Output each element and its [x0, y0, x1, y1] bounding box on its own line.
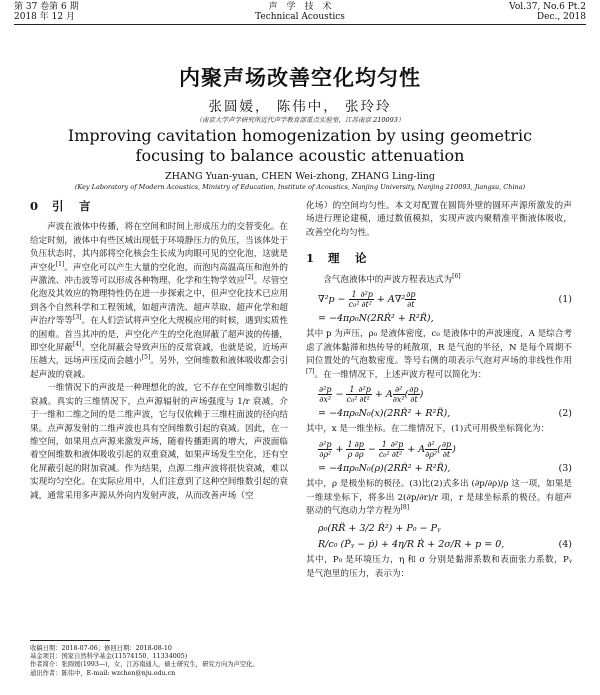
- section-heading-theory: [306, 252, 572, 265]
- equation-1-rhs: = −4πρ₀N(2RṘ² + R²R̈),: [318, 313, 434, 325]
- running-header: [14, 2, 586, 24]
- title-english: [30, 126, 570, 166]
- equation-3-rhs: = −4πρ₀N₀(ρ)(2RṘ² + R²R̈), (3): [318, 462, 572, 474]
- header-date-cn: 2018 年 12 月: [14, 12, 75, 22]
- authors-chinese: 张圆媛， 陈伟中， 张玲玲: [208, 99, 392, 115]
- footnote-received: 收稿日期：2018-07-06；修回日期：2018-08-10: [30, 645, 172, 652]
- authors-english: ZHANG Yuan-yuan, CHEN Wei-zhong, ZHANG Ling-ling: [165, 171, 435, 182]
- left-column: [30, 200, 288, 503]
- header-journal-cn: 声 学 技 术: [268, 2, 332, 12]
- section-title: 引 言: [52, 199, 93, 213]
- equation-1-body: ∇²p − $\frac{1}{\text{c₀²}}$ $\frac{\text{∂²p}}{\text{∂t²}}$ + A∇² $\frac{\partial p}{\partial t}$: [318, 290, 416, 310]
- theory-paragraph-3: 其中，x 是一维坐标。在二维情况下，(1)式可用极坐标简化为：: [306, 424, 550, 435]
- header-journal-en: Technical Acoustics: [255, 12, 345, 22]
- equation-2: [306, 385, 572, 404]
- header-center: [14, 2, 586, 22]
- citation[interactable]: [7]: [306, 367, 315, 375]
- equation-4-line2: R/c₀ (Ṗᵧ − ṗ) + 4η/R Ṙ + 2σ/R + p = 0,: [318, 538, 505, 550]
- title-chinese: 内聚声场改善空化均匀性: [179, 65, 421, 90]
- equation-3-body: $\frac{\text{∂²p}}{\text{∂ρ²}}$ + $\frac{1}{\rho}$ $\frac{\partial p}{\partial\rho}$ − $\frac{1}{\text{c₀²}}$ $\frac{\text{∂²p}}{\text{∂t²}}$ + A $\frac{\text{∂²}}{\text{∂ρ²}}$ ( $\frac{\partial p}{\partial t}$ ): [319, 439, 456, 459]
- equation-4-number: (4): [558, 538, 572, 550]
- equation-4b: [306, 538, 572, 551]
- equation-4-line1: ρ₀(RR̈ + 3/2 Ṙ²) + P₀ − Pᵧ: [318, 522, 441, 534]
- section-heading-intro: [30, 200, 288, 213]
- equation-3: [306, 440, 572, 459]
- equation-2-body: $\frac{\text{∂²p}}{\text{∂x²}}$ − $\frac{1}{\text{c₀²}}$ $\frac{\text{∂²p}}{\text{∂t²}}$ + A $\frac{\text{∂²}}{\text{∂x²}}$ ( $\frac{\partial p}{\partial t}$ ): [319, 385, 424, 405]
- theory-paragraph-2: 其中 p 为声压，ρ₀ 是液体密度，c₀ 是液体中的声波速度，A 是综合考虑了液体黏滞和热传导的耗散项，R 是气泡的半径，N 是每个周期不同位置处的气泡数密度。等号右侧的项表示气泡对声场的非线性作用[7]。在一维情况下，上述声波方程可以简化为：: [306, 329, 572, 380]
- citation[interactable]: [2]: [245, 274, 254, 282]
- intro-paragraph-1: 声波在液体中传播，将在空间和时间上形成压力的交替变化。在给定时刻，液体中有些区域出现低于环境静压力的负压，当该体处于负压状态时，其内部将空化核会生长成为肉眼可见的空化泡，这就是声空化[1]。声空化可以产生大量的空化泡，而泡内高温高压和泡外的声激流、冲击波等可以形成各种物理、化学和生物学效应[2]。尽管空化泡及其效应的物理特性仍在进一步探索之中，但声空化技术已应用到各个自然科学和工程领域，如超声清洗、超声萃取、超声化学和超声治疗等等[3]。在人们尝试将声空化大规模应用的时候，遇到实质性的困难。首当其冲的是，声空化产生的空化泡屏蔽了超声波的传播，即空化屏蔽[4]。空化屏蔽会导致声压的反常衰减，也就是说，近场声压越大，远场声压反而会越小[5]。另外，空间维数和液体吸收都会引起声波的衰减。: [30, 222, 288, 380]
- section-number: 1: [306, 251, 317, 266]
- citation[interactable]: [5]: [141, 354, 151, 362]
- right-column: [306, 200, 572, 581]
- affiliation-chinese: （南京大学声学研究所近代声学教育部重点实验室，江苏南京 210093）: [195, 116, 405, 124]
- right-paragraph-0: 化场）的空间均匀性。本文对配置在圆筒外壁的圆环声源所激发的声场进行理论建模，通过数值模拟，实现声波内聚精准平衡液体吸收，改善空化均匀性。: [306, 201, 572, 238]
- equation-1: [306, 290, 572, 309]
- header-date-en: Dec., 2018: [536, 12, 586, 22]
- equation-1-number: (1): [558, 293, 572, 305]
- title-english-line1: Improving cavitation homogenization by using geometric: [67, 126, 533, 145]
- footnote-rule: [30, 640, 110, 641]
- citation[interactable]: [8]: [400, 504, 410, 512]
- section-title: 理 论: [328, 251, 369, 266]
- equation-2-number: (2): [558, 408, 572, 420]
- affiliation-english: (Key Laboratory of Modern Acoustics, Ministry of Education, Institute of Acoustics, Nanjing University, Nanjing 210093, Jiangsu, China): [74, 183, 526, 191]
- citation[interactable]: [3]: [73, 314, 82, 322]
- footnote: [30, 640, 288, 678]
- theory-paragraph-4: 其中，ρ 是极坐标的极径。(3)比(2)式多出 (∂p/∂ρ)/ρ 这一项，如果是一维球坐标下，将多出 2(∂p/∂r)/r 项，r 是球坐标系的极径。有超声驱动的气泡动力学方程为[8]: [306, 479, 572, 517]
- footnote-author: 作者简介：张圆媛(1993—)，女，江苏南通人，硕士研究生，研究方向为声空化。: [30, 661, 259, 669]
- equation-3-number: (3): [558, 462, 572, 474]
- theory-paragraph-5: 其中，P₀ 是环境压力，η 和 σ 分别是黏滞系数和表面张力系数，Pᵧ 是气泡里的压力，表示为：: [306, 555, 572, 579]
- equation-4: [306, 522, 572, 535]
- citation[interactable]: [4]: [73, 341, 82, 349]
- header-rule: [14, 24, 586, 25]
- footnote-funding: 基金项目：国家自然科学基金(11574150、11334005): [30, 653, 188, 661]
- title-english-line2: focusing to balance acoustic attenuation: [135, 146, 465, 165]
- header-right: [509, 2, 586, 22]
- footnote-corresponding: 通讯作者：陈伟中，E-mail: wzchen@nju.edu.cn: [30, 669, 176, 677]
- intro-paragraph-2: 一维情况下的声波是一种理想化的波，它不存在空间维数引起的衰减。真实的三维情况下，点声源辐射的声场强度与 1/r 衰减，介于一维和二维之间的是二维声波，它与仅依赖于三维柱面波的径向结果。点声源发射的二维声波也具有空间维数引起的衰减。因此，在一维空间，如果用点声源来激发声场，随着传播距离的增大，声波面临着空间维数和液体吸收引起的双重衰减，如果声场发生空化，还有空化屏蔽引起的附加衰减。作为结果，点源二维声波将很快衰减，难以实现均匀空化。在实际应用中，人们注意到了这种空间维数引起的衰减，通常采用多声源从外向内发射声波，从而改善声场（空: [30, 383, 288, 501]
- section-number: 0: [30, 199, 41, 213]
- citation[interactable]: [6]: [452, 272, 461, 280]
- citation[interactable]: [1]: [55, 260, 65, 268]
- header-volume-en: Vol.37, No.6 Pt.2: [509, 2, 586, 12]
- theory-paragraph-1: 含气泡液体中的声波方程表达式为[6]: [323, 272, 461, 285]
- header-volume-cn: 第 37 卷第 6 期: [14, 2, 79, 12]
- equation-2-rhs: = −4πρ₀N₀(x)(2RṘ² + R²R̈), (2): [318, 408, 572, 420]
